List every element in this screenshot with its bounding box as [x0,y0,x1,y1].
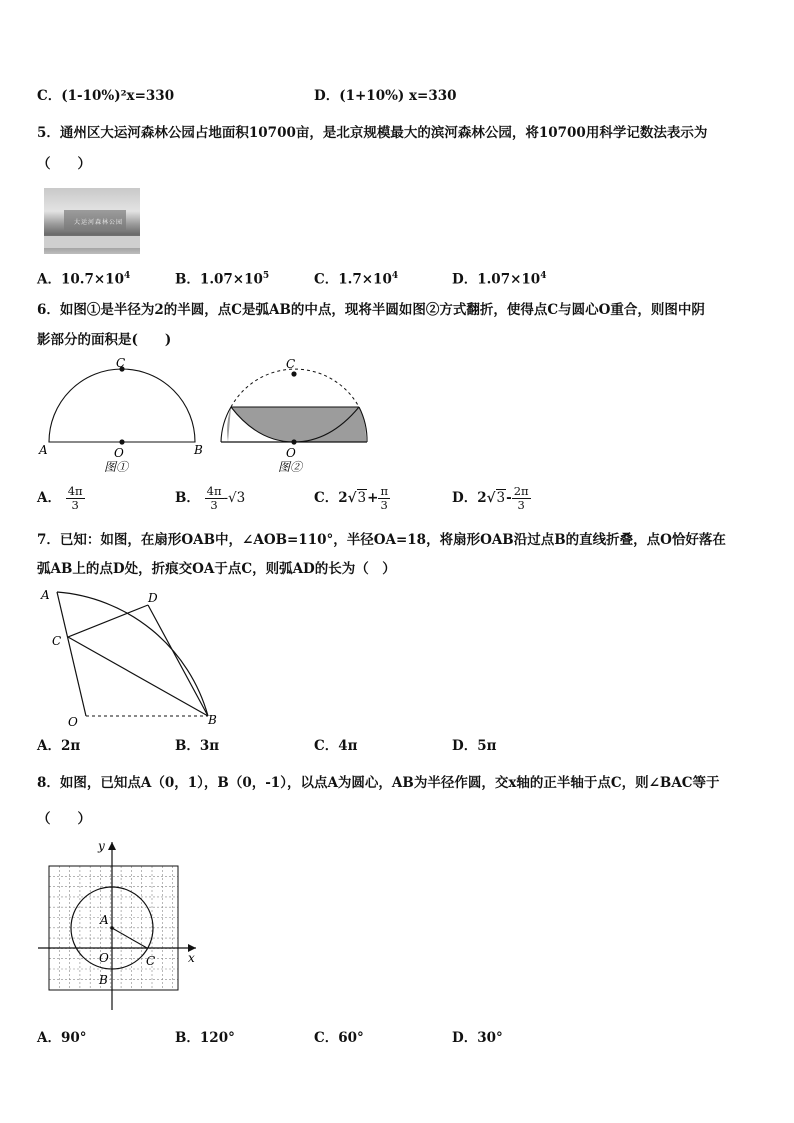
fig1-label-b: B [194,443,203,457]
q7-option-c: C．4π [314,738,358,754]
q4-option-c: C．(1-10%)²x=330 [37,88,175,104]
q6-stem-line1: 6．如图①是半径为2的半圆，点C是弧AB的中点，现将半圆如图②方式翻折，使得点C与圆心O重合，则图中阴 [37,302,705,318]
q8-option-a: A．90° [37,1030,87,1046]
q8-option-c: C．60° [314,1030,364,1046]
q4-option-d: D．(1+10%) x=330 [314,88,457,104]
q6-option-d: D．2√3- $\frac{2\pi}{3}$ [452,484,529,513]
q8-label-c: C [146,954,156,968]
q8-label-o: O [99,951,109,965]
fig2-caption: 图② [278,460,303,474]
fig2-label-o: O [286,446,296,460]
q6-option-a: A． $\frac{4\pi}{3}$ [37,484,83,513]
fig1-label-o: O [114,446,124,460]
q7-label-b: B [208,713,217,727]
q8-paren: （ ） [37,811,91,827]
q8-option-b: B．120° [175,1030,235,1046]
q8-figure [36,838,206,1016]
q5-option-a: A．$10.7\times 10^4$ [37,271,131,288]
q8-label-y: y [98,839,105,853]
fig1-label-a: A [39,443,48,457]
q7-option-d: D．5π [452,738,497,754]
q7-label-o: O [68,715,78,729]
q5-stem: 5．通州区大运河森林公园占地面积10700亩，是北京规模最大的滨河森林公园，将10700用科学记数法表示为 [37,125,708,141]
q6-stem-line2: 影部分的面积是( ) [37,332,172,348]
q7-stem-line2: 弧AB上的点D处，折痕交OA于点C，则弧AD的长为（ ） [37,561,396,577]
q6-figure-2 [218,356,374,478]
q7-label-c: C [52,634,62,648]
q7-option-b: B．3π [175,738,220,754]
q8-label-a: A [100,913,109,927]
q7-label-a: A [41,588,50,602]
q7-option-a: A．2π [37,738,81,754]
q7-label-d: D [148,591,158,605]
q6-option-b: B． $\frac{4\pi}{3}$ -√3 [175,484,246,513]
q8-label-b: B [99,973,108,987]
fig1-label-c: C [116,356,126,370]
q7-figure [38,585,223,730]
q8-stem: 8．如图，已知点A（0，1），B（0，-1），以点A为圆心，AB为半径作圆，交x轴的正半轴于点C，则∠BAC等于 [37,775,720,791]
q7-stem-line1: 7．已知：如图，在扇形OAB中，∠AOB=110°，半径OA=18，将扇形OAB沿过点B的直线折叠，点O恰好落在 [37,532,726,548]
park-photo [44,188,140,254]
q8-label-x: x [188,951,195,965]
photo-stone-text: 大运河森林公园 [74,219,124,226]
fig2-label-c: C [286,357,296,371]
q5-option-b: B．$1.07\times 10^5$ [175,271,270,288]
q5-option-c: C．$1.7\times 10^4$ [314,271,399,288]
q6-option-c: C．2√3+ $\frac{\pi}{3}$ [314,484,388,513]
q5-paren: （ ） [37,156,91,172]
q8-option-d: D．30° [452,1030,503,1046]
q5-option-d: D．$1.07\times 10^4$ [452,271,547,288]
q6-figure-1 [36,356,208,478]
fig1-caption: 图① [104,460,129,474]
